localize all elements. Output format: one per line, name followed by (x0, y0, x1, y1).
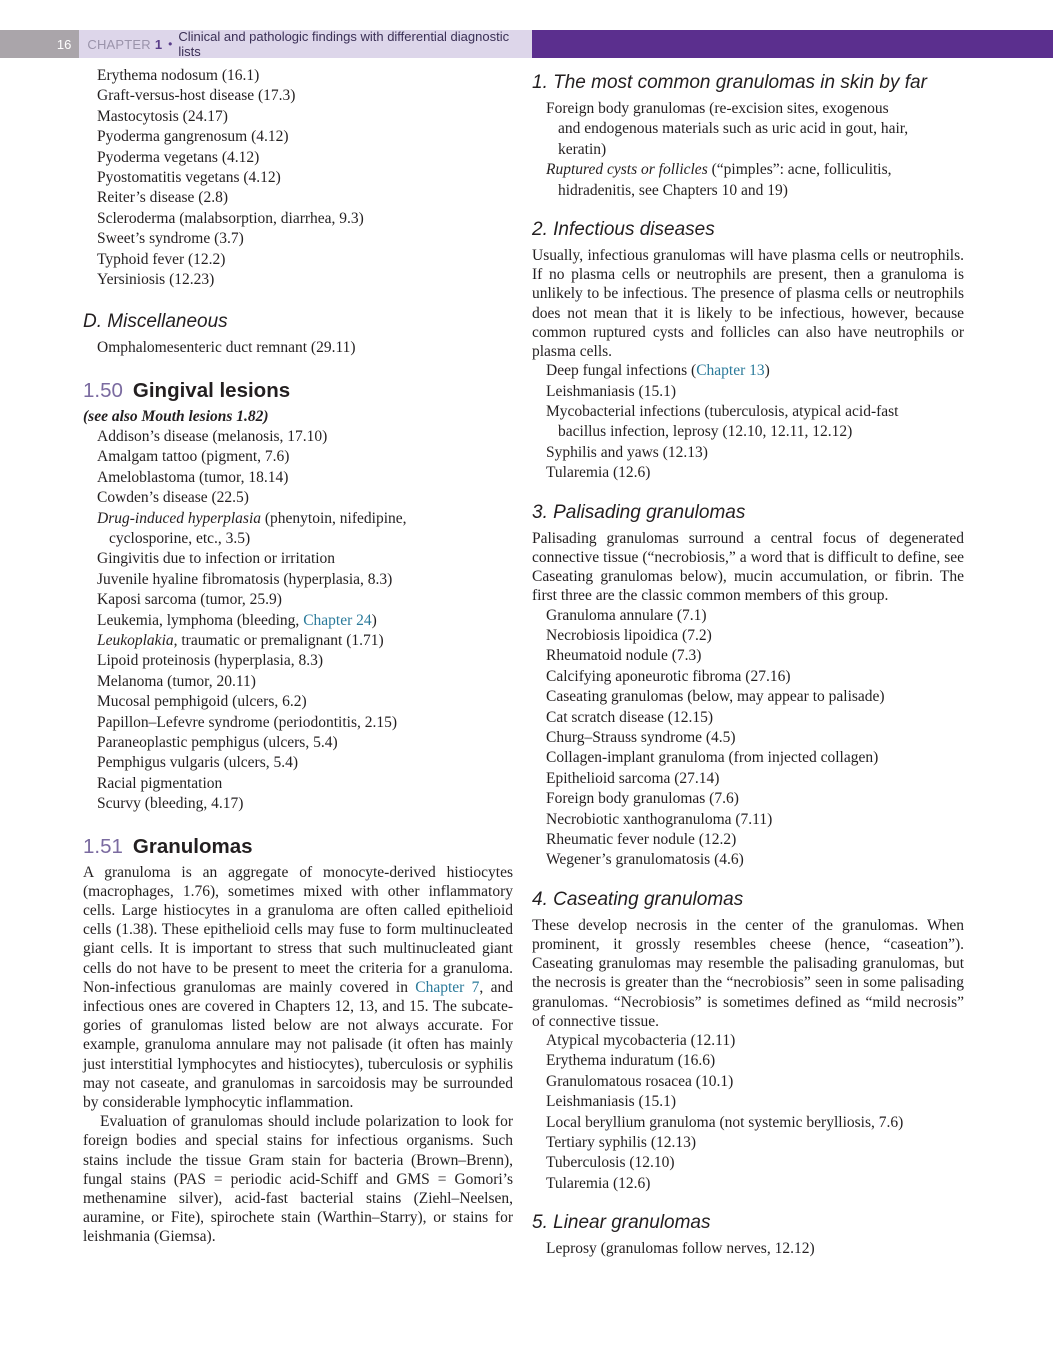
header-left-band (0, 30, 532, 58)
paragraph (83, 863, 513, 1113)
list-item: Kaposi sarcoma (tumor, 25.9) (97, 591, 282, 609)
paragraph-text: A granuloma is an aggregate of monocyte-derived histiocytes (macrophages, 1.76), sometimes mixed with other inflammatory cells. Large histiocytes in a granuloma are often called epithelioid cells (1.38). These epithelioid cells may fuse to form multinucleated giant cells. It is important to stress that such multinucleated giant cells do not have to be present to meet the criteria for a granuloma. Non-infectious granulomas are mainly covered in (83, 863, 513, 996)
list-item: Cat scratch disease (12.15) (546, 708, 713, 726)
item-text: Foreign body granulomas (re-excision sites, exogenous (546, 100, 889, 117)
list-item: Atypical mycobacteria (12.11) (546, 1032, 736, 1049)
list-item: Granulomatous rosacea (10.1) (546, 1072, 734, 1090)
item-text: (phenytoin, nifedipine, (261, 509, 407, 527)
list-item: Juvenile hyaline fibromatosis (hyperplasia, 8.3) (97, 570, 393, 588)
list-item: Necrobiosis lipoidica (7.2) (546, 626, 712, 644)
list-item: Cowden’s disease (22.5) (97, 489, 249, 507)
chapter-13-link[interactable]: Chapter 13 (696, 362, 765, 380)
list-item: Tuberculosis (12.10) (546, 1154, 675, 1172)
item-text: Deep fungal infections ( (546, 362, 697, 380)
section-title: Gingival lesions (132, 378, 291, 402)
item-text: (“pimples”: acne, folliculitis, (707, 161, 892, 179)
list-item: Calcifying aponeurotic fibroma (27.16) (546, 667, 791, 685)
list-item: Sweet’s syndrome (3.7) (97, 230, 244, 248)
list-item: Local beryllium granuloma (not systemic berylliosis, 7.6) (546, 1113, 904, 1131)
list-item: Tularemia (12.6) (546, 464, 651, 482)
item-continuation: hidradenitis, see Chapters 10 and 19) (558, 181, 788, 199)
list-item: Rheumatoid nodule (7.3) (546, 647, 702, 665)
page-number: 16 (0, 30, 79, 58)
list-item: Pyoderma vegetans (4.12) (97, 148, 260, 166)
list-item: Gingivitis due to infection or irritation (97, 550, 336, 568)
item-text: ) (764, 362, 770, 380)
paragraph: Usually, infectious granulomas will have plasma cells or neutrophils. If no plasma cells or neutrophils are present, then a granuloma is unlikely to be infectious. The presence of plasma cells or neutrophils does not mean that it is likely to be infectious, however, because common ruptured cysts and follicles can also have neutrophils or plasma cells. (532, 247, 964, 361)
list-item: Omphalomesenteric duct remnant (29.11) (97, 339, 356, 357)
list-item: Granuloma annulare (7.1) (546, 606, 707, 624)
chapter-number: 1 (154, 36, 163, 52)
list-item: Tertiary syphilis (12.13) (546, 1134, 697, 1152)
running-header (0, 30, 1053, 58)
paragraph: Evaluation of granulomas should include polarization to look for foreign bodies and special stains for infectious organisms. Such stains include the tissue Gram stain for bacteria (Brown–Brenn), fungal stains (PAS = periodic acid-Schiff and GMS = Gomori’s methenamine silver), acid-fast bacterial stains (Ziehl–Neelsen, auramine, or Fite), spirochete stain (Warthin–Starry), or stains for leishmania (Giemsa). (83, 1113, 513, 1246)
list-item: Erythema nodosum (16.1) (97, 67, 260, 84)
subsection-heading: 5. Linear granulomas (532, 1212, 711, 1234)
list-item: Graft-versus-host disease (17.3) (97, 87, 296, 105)
list-item: Foreign body granulomas (7.6) (546, 790, 739, 808)
item-text: Mycobacterial infections (tuberculosis, atypical acid-fast (546, 403, 899, 421)
item-italic: Drug-induced hyperplasia (97, 509, 262, 527)
list-item: Pemphigus vulgaris (ulcers, 5.4) (97, 754, 299, 772)
left-column (83, 66, 513, 1247)
subsection-heading: 1. The most common granulomas in skin by far (532, 72, 927, 93)
list-item: Yersiniosis (12.23) (97, 271, 215, 289)
list-item: Racial pigmentation (97, 774, 223, 792)
list-item (83, 509, 513, 550)
paragraph: Palisading granulomas surround a central focus of degenerated connective tissue (“necrobiosis,” a word that is difficult to define, see Caseating granulomas below), mucin accumulation, or fibrin. The first three are the classic common members of this group. (532, 529, 964, 605)
see-also-note: (see also Mouth lesions 1.82) (83, 407, 269, 425)
item-continuation: bacillus infection, leprosy (12.10, 12.11, 12.12) (558, 423, 853, 441)
list-item: Leishmaniasis (15.1) (546, 382, 677, 400)
item-italic: Ruptured cysts or follicles (546, 161, 708, 179)
section-number: 1.51 (83, 834, 123, 858)
list-item: Erythema induratum (16.6) (546, 1052, 716, 1070)
list-item: Lipoid proteinosis (hyperplasia, 8.3) (97, 652, 323, 670)
list-item: Typhoid fever (12.2) (97, 250, 226, 268)
item-italic: Leukoplakia (97, 631, 174, 649)
list-item (532, 160, 964, 201)
item-text: Leukemia, lymphoma (bleeding, (97, 611, 304, 629)
list-item: Caseating granulomas (below, may appear to palisade) (546, 688, 885, 706)
misc-heading: D. Miscellaneous (83, 311, 228, 333)
item-continuation: keratin) (558, 140, 607, 158)
list-item: Leishmaniasis (15.1) (546, 1093, 677, 1111)
list-item: Pyostomatitis vegetans (4.12) (97, 169, 281, 187)
section-number: 1.50 (83, 378, 123, 402)
section-title: Granulomas (132, 834, 253, 858)
list-item: Scleroderma (malabsorption, diarrhea, 9.3) (97, 209, 364, 227)
list-item: Papillon–Lefevre syndrome (periodontitis, 2.15) (97, 713, 398, 731)
list-item (83, 631, 513, 651)
right-column (532, 66, 964, 1260)
list-item: Melanoma (tumor, 20.11) (97, 672, 256, 690)
list-item: Mucosal pemphigoid (ulcers, 6.2) (97, 693, 307, 711)
paragraph: These develop necrosis in the center of the granulomas. When prominent, it grossly resembles cheese (hence, “caseation”). Caseating granulomas may resemble the palisading granulomas, but the necrosis is greater than the “necrobiosis” seen in some palisading granulomas. “Necrobiosis” is sometimes defined as “mild necrosis” of connective tissue. (532, 916, 964, 1030)
list-item: Tularemia (12.6) (546, 1174, 651, 1192)
list-item: Mastocytosis (24.17) (97, 107, 228, 125)
list-item: Ameloblastoma (tumor, 18.14) (97, 468, 289, 486)
list-item: Addison’s disease (melanosis, 17.10) (97, 427, 328, 445)
list-item (532, 402, 964, 443)
item-continuation: and endogenous materials such as uric acid in gout, hair, (558, 120, 909, 138)
subsection-heading: 2. Infectious diseases (532, 219, 715, 241)
subsection-heading: 4. Caseating granulomas (532, 888, 744, 910)
list-item: Syphilis and yaws (12.13) (546, 443, 708, 461)
paragraph-text: , and infectious ones are covered in Chapters 12, 13, and 15. The subcategories of granulomas listed below are not always accurate. For example, granuloma annulare may not palisade (it often has mainly just interstitial lymphocytes and histiocytes), tuberculosis or syphilis may not caseate, and granulomas in sarcoidosis may be surrounded by considerable lymphocytic inflammation. (83, 978, 513, 1112)
list-item: Leprosy (granulomas follow nerves, 12.12) (546, 1240, 815, 1258)
header-accent-band (532, 30, 1053, 58)
list-item: Scurvy (bleeding, 4.17) (97, 795, 244, 813)
list-item (83, 611, 513, 631)
section-heading-granulomas (83, 835, 513, 859)
chapter-label: CHAPTER (87, 36, 151, 52)
list-item: Paraneoplastic pemphigus (ulcers, 5.4) (97, 733, 338, 751)
section-heading-gingival (83, 379, 513, 403)
header-bullet: • (168, 37, 173, 51)
list-item (532, 99, 964, 160)
list-item: Collagen-implant granuloma (from injected collagen) (546, 749, 879, 767)
list-item: Epithelioid sarcoma (27.14) (546, 769, 720, 787)
item-text: , traumatic or premalignant (1.71) (173, 631, 384, 649)
list-item: Amalgam tattoo (pigment, 7.6) (97, 448, 290, 466)
list-item: Wegener’s granulomatosis (4.6) (546, 851, 744, 869)
subsection-heading: 3. Palisading granulomas (532, 501, 746, 523)
list-item: Churg–Strauss syndrome (4.5) (546, 728, 736, 746)
list-item (532, 361, 964, 381)
chapter-7-link[interactable]: Chapter 7 (415, 978, 480, 996)
list-item: Reiter’s disease (2.8) (97, 189, 228, 207)
top-list (83, 66, 513, 290)
chapter-24-link[interactable]: Chapter 24 (303, 611, 372, 629)
list-item: Necrobiotic xanthogranuloma (7.11) (546, 810, 773, 828)
list-item: Rheumatic fever nodule (12.2) (546, 830, 737, 848)
item-text: ) (371, 611, 377, 629)
chapter-title: Clinical and pathologic findings with differential diagnostic lists (178, 29, 510, 59)
item-continuation: cyclosporine, etc., 3.5) (109, 529, 251, 547)
list-item: Pyoderma gangrenosum (4.12) (97, 128, 289, 146)
